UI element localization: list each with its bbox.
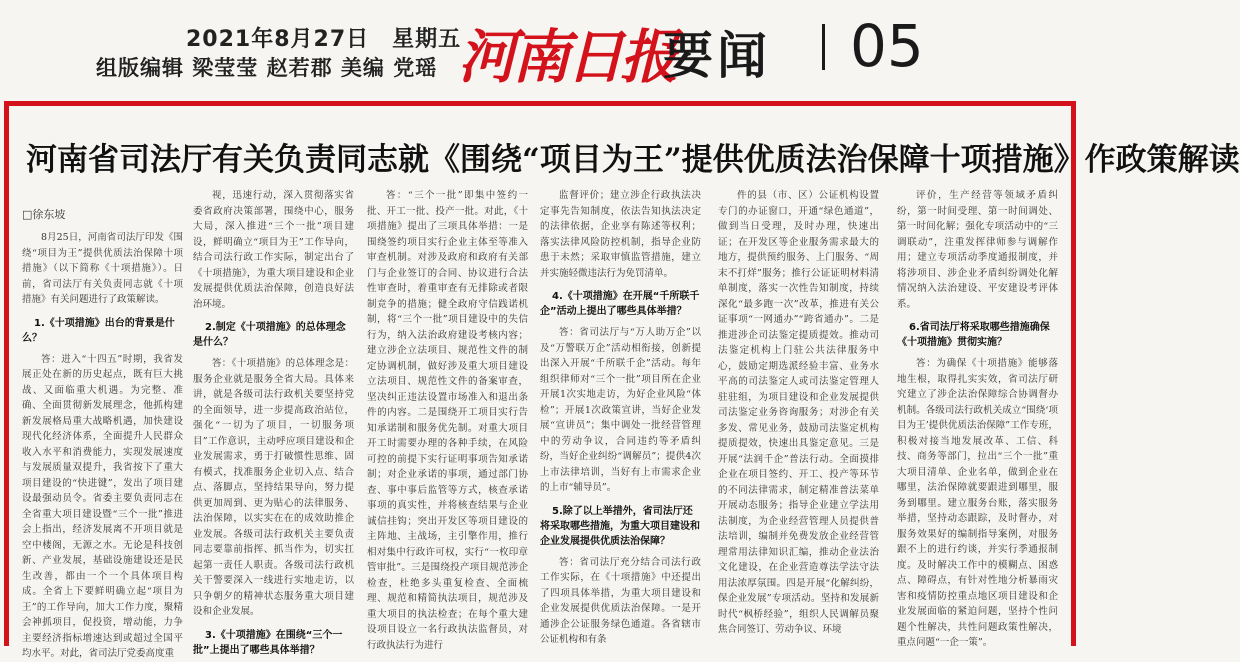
page-number: 05	[850, 12, 924, 80]
column-4	[540, 188, 701, 645]
question-heading: 3.《十项措施》在围绕“三个一批”上提出了哪些具体举措？	[193, 629, 343, 656]
column-6	[897, 188, 1058, 648]
paragraph: 答：为确保《十项措施》能够落地生根，取得扎实实效，省司法厅研究建立了涉企法治保障综合协调督办机制。各级司法行政机关成立“围绕‘项目为王’提供优质法治保障”工作专班，积极对接当地发展改革、工信、科技、商务等部门，拉出“三个一批”重大项目清单、企业名单，做到企业在哪里，法治保障就要跟进到哪里，服务到哪里。建立服务台账，落实服务举措，坚持动态跟踪，及时督办，对服务效果好的编制指导案例，对服务跟不上的进行约谈，并实行季通报制度。及时解决工作中的模糊点、困惑点、障碍点，有针对性地分析暴雨灾害和疫情防控重点地区项目建设和企业发展面临的紧迫问题，坚持个性问题个性解决，共性问题政策性解决，重点问题“一企一策”。	[897, 358, 1058, 648]
paragraph: 答：省司法厅与“万人助万企”以及“万警联万企”活动相衔接，创新提出深入开展“千所联千企”活动。每年组织律师对“三个一批”项目所在企业开展1次实地走访，为好企业风险“体检”；开展1次政策宣讲，当好企业发展“宣讲员”；集中调处一批经营管理中的劳动争议，合同违约等矛盾纠纷，当好企业纠纷“调解员”；提供4次上市法律培训，当好有上市需求企业的上市“辅导员”。	[540, 327, 701, 493]
column-5	[718, 188, 879, 633]
newspaper-logo: 河南日报	[458, 23, 675, 91]
byline: □徐东坡	[22, 208, 66, 221]
dateline: 2021年8月27日 星期五	[186, 27, 462, 52]
paragraph: 件的县（市、区）公证机构设置专门的办证窗口，开通“绿色通道”，做到当日受理，及时办理，快速出证；在开发区等企业服务需求最大的地方，提供预约服务、上门服务、“周末不打烊”服务；推行公证证明材料清单制度，落实一次性告知制度，持续深化“最多跑一次”改革，推进有关公证事项“一网通办”“跨省通办”。二是推进涉企司法鉴定提质提效。推动司法鉴定机构上门驻公共法律服务中心，鼓励定期选派经验丰富、业务水平高的司法鉴定人或司法鉴定管理人驻驻组，为项目建设和企业发展提供司法鉴定业务咨询服务；对涉企有关多发、常见业务，鼓励司法鉴定机构提质提效，快速出具鉴定意见。三是开展“法润千企”普法行动。全面摸排企业在项目签约、开工、投产等环节的不同法律需求，制定精准普法菜单开展动态服务；指导企业建立学法用法制度，为企业经营管理人员提供普法培训，编制并免费发放企业经营管理常用法律知识汇编，推动企业法治文化建设，在企业营造尊法学法守法用法浓厚氛围。四是开展“化解纠纷，保企业发展”专项活动。坚持和发展新时代“枫桥经验”，组织人民调解员聚焦合同签订、劳动争议、环境	[718, 190, 879, 635]
paragraph: 评价，生产经营等领域矛盾纠纷，第一时间受理、第一时间调处、第一时间化解；强化专项活动中的“三调联动”，注重发挥律师参与调解作用；建立专项活动季度通报制度，并将涉项目、涉企业矛盾纠纷调处化解情况纳入法治建设、平安建设考评体系。	[897, 190, 1058, 310]
paragraph: 答：进入“十四五”时期，我省发展正处在新的历史起点，既有巨大挑战、又面临重大机遇。为完整、准确、全面贯彻新发展理念，他抓构建新发展格局重大战略机遇，加快建设现代化经济体系，全面提升人民群众收入水平和消费能力，实现发展速度与发展质量双提升，我省按下了重大项目建设的“快进键”，发出了项目建设最强动员令。省委主要负责同志在全省重大项目建设暨“三个一批”推进会上指出，经济发展离不开项目就是空中楼阁，无源之水。无论是科技创新、产业发展，基础设施建设还是民生改善，都由一个一个具体项目构成。全省上下要鲜明确立起“项目为王”的工作导向，加大工作力度，聚精会神抓项目，促投资，增动能，力争主要经济指标增速达到或超过全国平均水平。对此，省司法厅党委高度重	[22, 353, 183, 659]
column-2	[193, 188, 354, 656]
paragraph: 答：“三个一批”即集中签约一批、开工一批、投产一批。对此，《十项措施》提出了三项具体举措：一是围绕签约项目实行企业主体至等准入审查机制。对涉及政府和政府有关部门与企业签订的合同、协议进行合法性审查时，着重审查有无排除或者限制竞争的措施；健全政府守信践诺机制，将“三个一批”项目建设中的失信行为，纳入法治政府建设考核内容；建立涉企立法项目、规范性文件的制定协调机制，做好涉及重大项目建设立法项目、规范性文件的备案审查，坚决纠正违法设置市场准入和退出条件的内容。二是围绕开工项目实行告知承诺制和服务优先制。对重大项目开工时需要办理的各种手续，在风险可控的前提下实行证明事项告知承诺制；对企业承诺的事项，通过部门协查、事中事后监管等方式，核查承诺事项的真实性，并将核查结果与企业诚信挂钩；突出开发区等项目建设的主阵地、主战场，主引擎作用，推行相对集中行政许可权，实行“一枚印章管审批”。三是围绕投产项目规范涉企检查，杜绝多头重复检查、全面梳理、规范和精简执法项目，规范涉及重大项目的执法检查；在每个重大建设项目设立一名行政执法监督员，对行政执法行为进行	[367, 190, 528, 651]
section-title: 要闻	[663, 27, 771, 85]
question-heading: 6.省司法厅将采取哪些措施确保《十项措施》贯彻实施？	[897, 322, 1050, 348]
divider-bar	[822, 24, 825, 70]
paragraph: 8月25日，河南省司法厅印发《围绕“项目为王”提供优质法治保障十项措施》（以下简称《十项措施》）。日前，省司法厅有关负责同志就《十项措施》有关问题进行了政策解读。	[22, 232, 183, 305]
masthead	[0, 0, 1080, 92]
question-heading: 1.《十项措施》出台的背景是什么？	[22, 317, 175, 344]
paragraph: 视，迅速行动，深入贯彻落实省委省政府决策部署，围绕中心，服务大局，深入推进“三个一批”项目建设，鲜明确立“项目为王”工作导向，结合司法行政工作实际，制定出台了《十项措施》，为重大项目建设和企业发展提供优质法治保障，创造良好法治环境。	[193, 190, 354, 310]
editors-credit: 组版编辑 梁莹莹 赵若郡 美编 党瑶	[96, 56, 438, 80]
paragraph: 监督评价；建立涉企行政执法决定事先告知制度，依法告知执法决定的法律依据，企业享有陈述等权利；落实法律风险防控机制，指导企业防患于未然；采取审慎监管措施，建立并实施轻微违法行为免罚清单。	[540, 190, 701, 279]
paragraph: 答：省司法厅充分结合司法行政工作实际，在《十项措施》中还提出了四项具体举措，为重大项目建设和企业发展提供优质法治保障。一是开通涉企公证服务绿色通道。各省辖市公证机构和有条	[540, 556, 701, 645]
column-1	[22, 230, 183, 659]
question-heading: 5.除了以上举措外，省司法厅还将采取哪些措施，为重大项目建设和企业发展提供优质法治保障？	[540, 505, 700, 547]
question-heading: 2.制定《十项措施》的总体理念是什么？	[193, 322, 346, 348]
column-3	[367, 188, 528, 651]
question-heading: 4.《十项措施》在开展“千所联千企”活动上提出了哪些具体举措？	[540, 291, 700, 317]
article-headline: 河南省司法厅有关负责同志就《围绕“项目为王”提供优质法治保障十项措施》作政策解读	[26, 142, 1240, 178]
paragraph: 答：《十项措施》的总体理念是：服务企业就是服务全省大局。具体来讲，就是各级司法行政机关要坚持党的全面领导，进一步提高政治站位，强化“一切为了项目，一切服务项目”工作意识，主动呼应项目建设和企业发展需求，勇于打破惯性思维、固有模式，找准服务企业切入点、结合点、落脚点，坚持结果导向，努力提供更加周到、更为贴心的法律服务、法治保障，以实实在在的成效助推企业发展。各级司法行政机关主要负责同志要靠前指挥、抓当作为，切实扛起第一责任人职责。各级司法行政机关干警要深入一线进行实地走访，以只争朝夕的精神状态服务重大项目建设和企业发展。	[193, 358, 354, 617]
